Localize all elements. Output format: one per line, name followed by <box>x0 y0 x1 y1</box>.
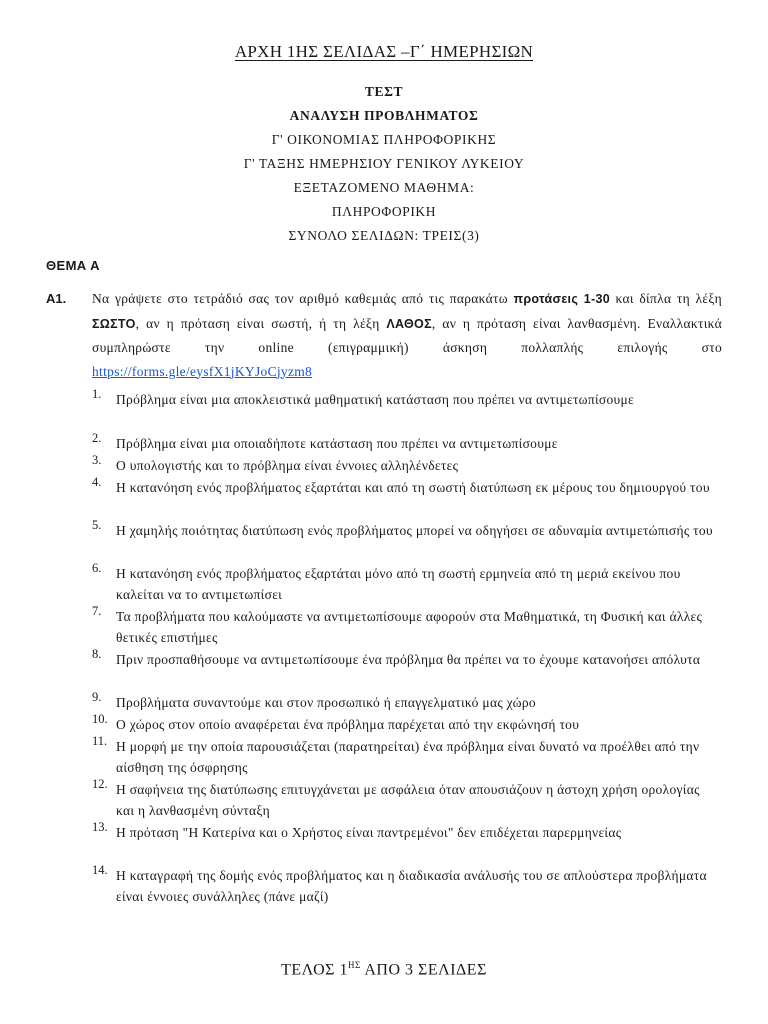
question-a1-instructions <box>92 287 722 383</box>
statement-text: Πρόβλημα είναι μια αποκλειστικά μαθηματική κατάσταση που πρέπει να αντιμετωπίσουμε <box>116 392 635 407</box>
intro-line-4: ΠΛΗΡΟΦΟΡΙΚΗ <box>331 204 437 219</box>
statement-text: Η μορφή με την οποία παρουσιάζεται (παρατηρείται) ένα πρόβλημα είναι δυνατό να προέλθει από την αίσθηση της όσφρησης <box>116 739 700 775</box>
statement-number: 11. <box>92 734 108 748</box>
a1-text-part-1: Να γράψετε στο τετράδιό σας τον αριθμό καθεμιάς από τις παρακάτω <box>92 291 514 306</box>
statement-text: Η χαμηλής ποιότητας διατύπωση ενός προβλήματος μπορεί να οδηγήσει σε αδυναμία αντιμετώπισής του <box>116 523 713 538</box>
statement-number: 7. <box>92 604 102 618</box>
statement-number: 3. <box>92 453 102 467</box>
a1-text-part-4: , αν η πρόταση είναι λανθασμένη. Εναλλακτικά συμπληρώστε την online (επιγραμμική) άσκηση πολλαπλής επιλογής στο <box>92 315 722 355</box>
subject-heading: ΑΝΑΛΥΣΗ ΠΡΟΒΛΗΜΑΤΟΣ <box>289 108 479 123</box>
statement-number: 1. <box>92 387 102 401</box>
statement-number: 10. <box>92 712 108 726</box>
intro-line-3: ΕΞΕΤΑΖΟΜΕΝΟ ΜΑΘΗΜΑ: <box>293 180 475 195</box>
statement-text: Προβλήματα συναντούμε και στον προσωπικό ή επαγγελματικό μας χώρο <box>116 695 536 710</box>
footer-superscript: ΗΣ <box>347 960 361 970</box>
page-header <box>0 42 768 62</box>
statement-number: 2. <box>92 431 102 445</box>
online-form-link[interactable]: https://forms.gle/eysfX1jKYJoCjyzm8 <box>92 363 313 379</box>
statement-text: Πρόβλημα είναι μια οποιαδήποτε κατάσταση που πρέπει να αντιμετωπίσουμε <box>116 436 558 451</box>
section-heading: ΘΕΜΑ Α <box>46 258 100 273</box>
a1-text-part-3: , αν η πρόταση είναι σωστή, ή τη λέξη <box>135 315 387 331</box>
a1-bold-wrong: ΛΑΘΟΣ <box>386 316 432 331</box>
statement-number: 9. <box>92 690 102 704</box>
footer-text-start: ΤΕΛΟΣ 1 <box>281 961 348 979</box>
test-heading: ΤΕΣΤ <box>364 84 404 99</box>
page-footer <box>0 960 768 979</box>
intro-line-5: ΣΥΝΟΛΟ ΣΕΛΙΔΩΝ: ΤΡΕΙΣ(3) <box>288 228 480 243</box>
statement-number: 4. <box>92 475 102 489</box>
statement-text: Πριν προσπαθήσουμε να αντιμετωπίσουμε ένα πρόβλημα θα πρέπει να το έχουμε κατανοήσει απόλυτα <box>116 652 701 667</box>
statement-text: Ο υπολογιστής και το πρόβλημα είναι έννοιες αλληλένδετες <box>116 458 459 473</box>
a1-bold-correct: ΣΩΣΤΟ <box>92 316 136 331</box>
statement-number: 13. <box>92 820 108 834</box>
statement-number: 14. <box>92 863 108 877</box>
statement-number: 12. <box>92 777 108 791</box>
intro-block <box>0 84 768 252</box>
statement-number: 8. <box>92 647 102 661</box>
question-a1-label: Α1. <box>46 291 67 306</box>
statement-text: Η πρόταση "Η Κατερίνα και ο Χρήστος είναι παντρεμένοι" δεν επιδέχεται παρερμηνείας <box>116 825 622 840</box>
statement-text: Ο χώρος στον οποίο αναφέρεται ένα πρόβλημα παρέχεται από την εκφώνησή του <box>116 717 580 732</box>
footer-text-end: ΑΠΟ 3 ΣΕΛΙΔΕΣ <box>360 961 487 979</box>
statement-text: Η καταγραφή της δομής ενός προβλήματος και η διαδικασία ανάλυσής του σε απλούστερα προβλήματα είναι έννοιες συνάλληλες (πάνε μαζί) <box>116 868 707 904</box>
a1-bold-propositions: προτάσεις 1-30 <box>513 292 610 306</box>
page-header-title: ΑΡΧΗ 1ΗΣ ΣΕΛΙΔΑΣ –Γ΄ ΗΜΕΡΗΣΙΩΝ <box>234 42 534 61</box>
statement-number: 5. <box>92 518 102 532</box>
intro-line-1: Γ' ΟΙΚΟΝΟΜΙΑΣ ΠΛΗΡΟΦΟΡΙΚΗΣ <box>271 132 497 147</box>
a1-text-part-2: και δίπλα τη λέξη <box>610 291 722 306</box>
statement-text: Τα προβλήματα που καλούμαστε να αντιμετωπίσουμε αφορούν στα Μαθηματικά, τη Φυσική και άλλες θετικές επιστήμες <box>116 609 703 645</box>
statement-number: 6. <box>92 561 102 575</box>
statement-text: Η κατανόηση ενός προβλήματος εξαρτάται μόνο από τη σωστή ερμηνεία από τη μεριά εκείνου που καλείται να το αντιμετωπίσει <box>116 566 681 602</box>
statement-text: Η σαφήνεια της διατύπωσης επιτυγχάνεται με ασφάλεια όταν απουσιάζουν η άστοχη χρήση ορολογίας και η λανθασμένη σύνταξη <box>116 782 700 818</box>
intro-line-2: Γ' ΤΑΞΗΣ ΗΜΕΡΗΣΙΟΥ ΓΕΝΙΚΟΥ ΛΥΚΕΙΟΥ <box>243 156 525 171</box>
statement-text: Η κατανόηση ενός προβλήματος εξαρτάται και από τη σωστή διατύπωση εκ μέρους του δημιουργού του <box>116 480 710 495</box>
